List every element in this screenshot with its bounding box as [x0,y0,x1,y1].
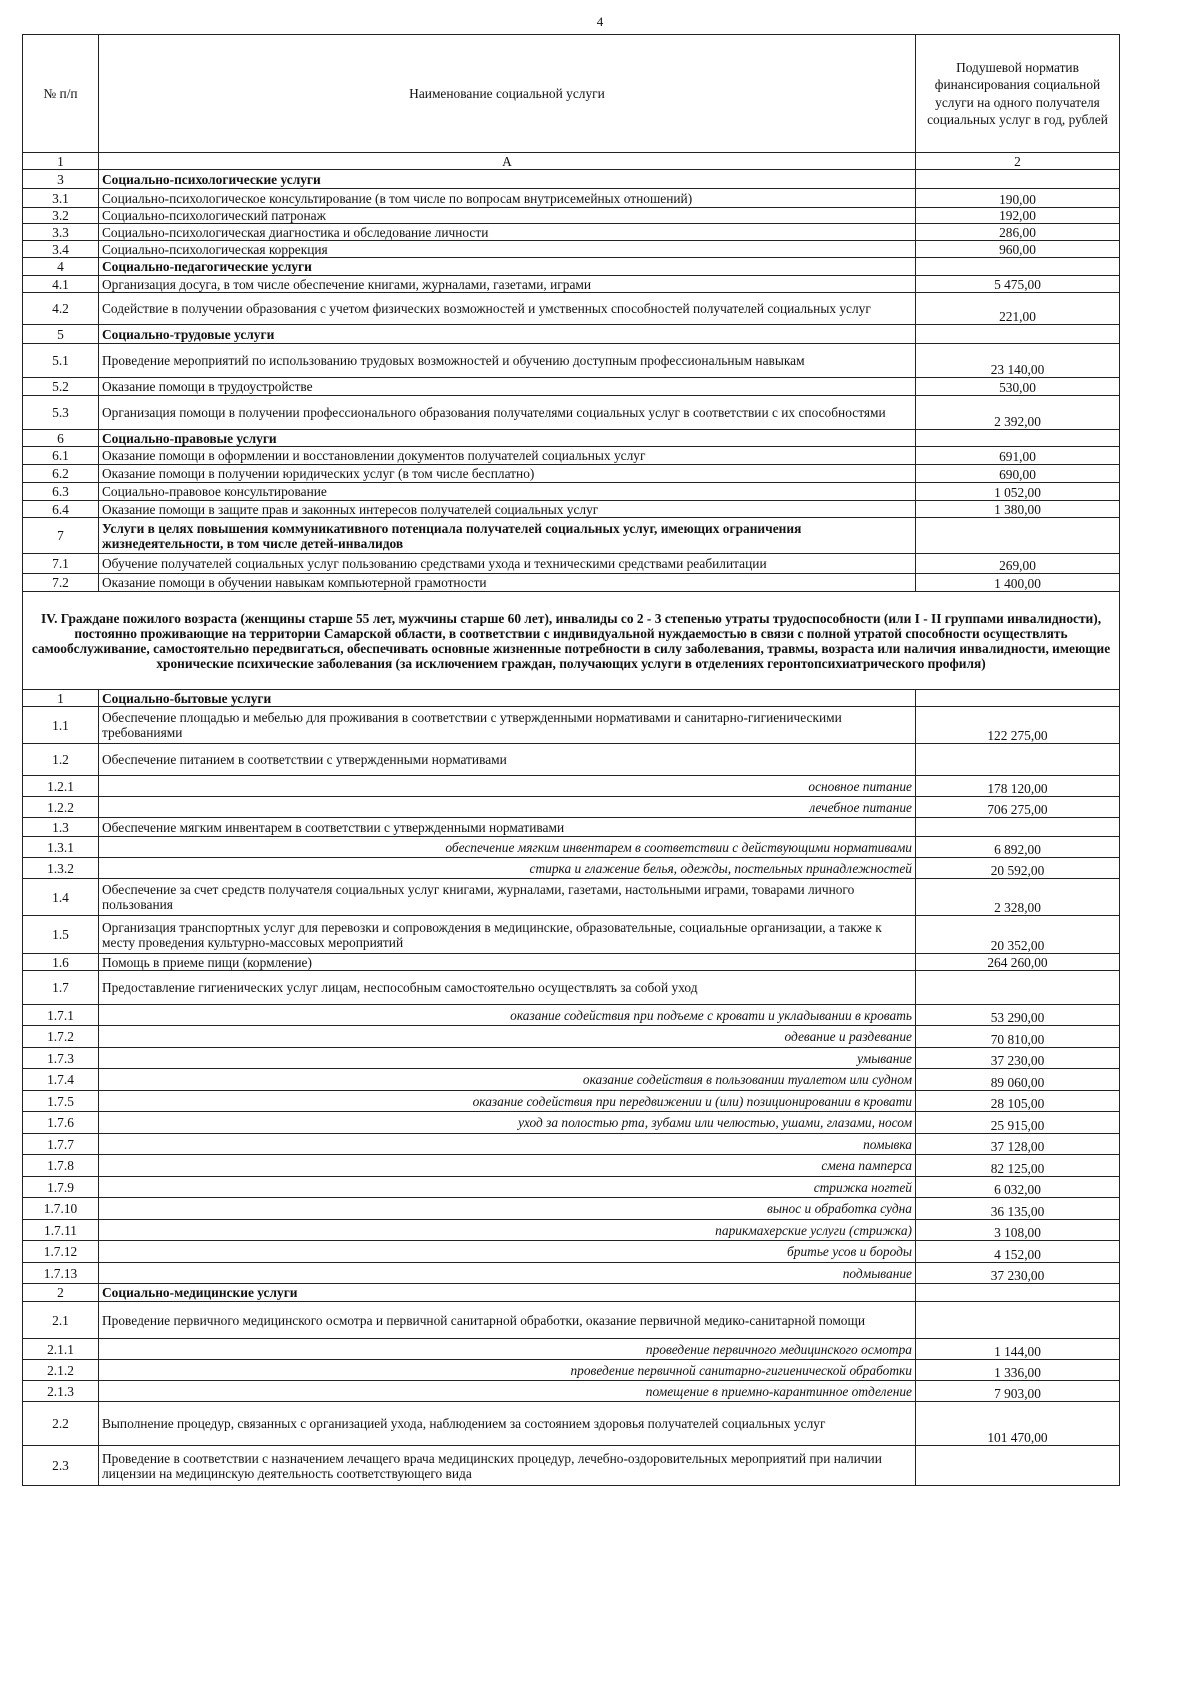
table-row [23,1220,1120,1241]
norm-value: 6 032,00 [916,1177,1120,1198]
row-number: 2.1.2 [23,1360,99,1381]
section-heading-row [23,592,1120,690]
table-row [23,293,1120,325]
norm-value [916,971,1120,1005]
table-row [23,258,1120,276]
row-number: 5.1 [23,344,99,378]
service-name: Выполнение процедур, связанных с организацией ухода, наблюдением за состоянием здоровья получателей социальных услуг [99,1402,916,1446]
row-number: 1.7.3 [23,1048,99,1069]
service-name: помывка [99,1134,916,1155]
norm-value: 178 120,00 [916,776,1120,797]
service-name: Помощь в приеме пищи (кормление) [99,954,916,971]
norm-value: 23 140,00 [916,344,1120,378]
norm-value [916,258,1120,276]
norm-value [916,170,1120,189]
norm-value: 89 060,00 [916,1069,1120,1091]
row-number: 1.3.1 [23,837,99,858]
service-name: Социально-правовое консультирование [99,483,916,501]
norm-value [916,744,1120,776]
norm-value: 264 260,00 [916,954,1120,971]
service-name: Социально-педагогические услуги [99,258,916,276]
row-number: 4 [23,258,99,276]
row-number: 4.2 [23,293,99,325]
table-row [23,1339,1120,1360]
service-name: вынос и обработка судна [99,1198,916,1220]
norm-value [916,1284,1120,1302]
service-name: Обеспечение площадью и мебелью для проживания в соответствии с утвержденными нормативами и санитарно-гигиеническими требованиями [99,707,916,744]
service-name: Оказание помощи в получении юридических услуг (в том числе бесплатно) [99,465,916,483]
table-row [23,224,1120,241]
row-number: 1 [23,690,99,707]
norm-value: 690,00 [916,465,1120,483]
table-row [23,1091,1120,1112]
norm-value: 1 144,00 [916,1339,1120,1360]
table-row [23,879,1120,916]
service-name: Социально-психологические услуги [99,170,916,189]
service-name: одевание и раздевание [99,1026,916,1048]
row-number: 1.3 [23,818,99,837]
row-number: 3.1 [23,189,99,208]
service-name: парикмахерские услуги (стрижка) [99,1220,916,1241]
service-name: Проведение мероприятий по использованию трудовых возможностей и обучению доступным профессиональным навыкам [99,344,916,378]
table-row [23,554,1120,574]
service-name: Социально-психологическая коррекция [99,241,916,258]
norm-value: 960,00 [916,241,1120,258]
norm-value: 1 336,00 [916,1360,1120,1381]
norm-value: 2 392,00 [916,396,1120,430]
header-number: № п/п [23,35,99,153]
norm-value: 4 152,00 [916,1241,1120,1263]
row-number: 4.1 [23,276,99,293]
row-number: 1.3.2 [23,858,99,879]
table-row [23,1402,1120,1446]
table-row [23,518,1120,554]
section-heading: IV. Граждане пожилого возраста (женщины старше 55 лет, мужчины старше 60 лет), инвалиды со 2 - 3 степенью утраты трудоспособности (или I - II группами инвалидности), постоянно проживающие на территории Самарской области, в соответствии с индивидуальной нуждаемостью в связи с полной утратой способности осуществлять самообслуживание, самостоятельно передвигаться, обеспечивать основные жизненные потребности в силу заболевания, травмы, возраста или наличия инвалидности, имеющие хронические психические заболевания (за исключением граждан, получающих услуги в отделениях геронтопсихиатрического профиля) [23,592,1120,690]
service-name: Социально-медицинские услуги [99,1284,916,1302]
service-name: Организация помощи в получении профессионального образования получателями социальных услуг в соответствии с их способностями [99,396,916,430]
service-name: Оказание помощи в трудоустройстве [99,378,916,396]
row-number: 2.3 [23,1446,99,1486]
header-norm: Подушевой норматив финансирования социальной услуги на одного получателя социальных услуг в год, рублей [916,35,1120,153]
norm-value: 70 810,00 [916,1026,1120,1048]
service-name: Содействие в получении образования с учетом физических возможностей и умственных способностей получателей социальных услуг [99,293,916,325]
service-name: проведение первичного медицинского осмотра [99,1339,916,1360]
row-number: 2.1.3 [23,1381,99,1402]
service-name: подмывание [99,1263,916,1284]
row-number: 7.1 [23,554,99,574]
row-number: 5 [23,325,99,344]
header-service-name: Наименование социальной услуги [99,35,916,153]
table-row [23,208,1120,224]
table-row [23,954,1120,971]
service-name: стирка и глажение белья, одежды, постельных принадлежностей [99,858,916,879]
row-number: 2.1.1 [23,1339,99,1360]
table-row [23,1026,1120,1048]
row-number: 6 [23,430,99,447]
row-number: 1.7.13 [23,1263,99,1284]
norm-value [916,325,1120,344]
row-number: 1.4 [23,879,99,916]
norm-value: 122 275,00 [916,707,1120,744]
norm-value: 82 125,00 [916,1155,1120,1177]
row-number: 1.7.8 [23,1155,99,1177]
norm-value: 3 108,00 [916,1220,1120,1241]
table-row [23,1381,1120,1402]
service-name: Оказание помощи в оформлении и восстановлении документов получателей социальных услуг [99,447,916,465]
row-number: 3.4 [23,241,99,258]
norm-value: 190,00 [916,189,1120,208]
table-row [23,690,1120,707]
norm-value: 1 052,00 [916,483,1120,501]
table-row [23,483,1120,501]
row-number: 3 [23,170,99,189]
row-number: 5.3 [23,396,99,430]
norm-value: 20 592,00 [916,858,1120,879]
service-name: уход за полостью рта, зубами или челюстью, ушами, глазами, носом [99,1112,916,1134]
row-number: 1.6 [23,954,99,971]
table-row [23,858,1120,879]
row-number: 6.4 [23,501,99,518]
table-row [23,574,1120,592]
table-row [23,971,1120,1005]
table-row [23,1155,1120,1177]
norm-value: 269,00 [916,554,1120,574]
service-name: Оказание помощи в защите прав и законных интересов получателей социальных услуг [99,501,916,518]
service-name: бритье усов и бороды [99,1241,916,1263]
norm-value: 221,00 [916,293,1120,325]
table-row [23,1360,1120,1381]
norm-value [916,518,1120,554]
table-row [23,189,1120,208]
service-name: обеспечение мягким инвентарем в соответствии с действующими нормативами [99,837,916,858]
table-row [23,276,1120,293]
service-name: Социально-правовые услуги [99,430,916,447]
row-number: 2.1 [23,1302,99,1339]
table-row [23,501,1120,518]
row-number: 1.7.9 [23,1177,99,1198]
service-name: Организация транспортных услуг для перевозки и сопровождения в медицинские, образовательные, социальные организации, а также к месту проведения культурно-массовых мероприятий [99,916,916,954]
norm-value: 6 892,00 [916,837,1120,858]
service-name: Услуги в целях повышения коммуникативного потенциала получателей социальных услуг, имеющих ограничения жизнедеятельности, в том числе детей-инвалидов [99,518,916,554]
row-number: 1.1 [23,707,99,744]
norm-value: 101 470,00 [916,1402,1120,1446]
service-name: Социально-бытовые услуги [99,690,916,707]
row-number: 7 [23,518,99,554]
service-name: Социально-трудовые услуги [99,325,916,344]
table-row [23,241,1120,258]
norm-value: 1 400,00 [916,574,1120,592]
norm-value [916,818,1120,837]
norm-value: 36 135,00 [916,1198,1120,1220]
index-row [23,153,1120,170]
table-row [23,447,1120,465]
row-number: 1.7.1 [23,1005,99,1026]
header-row [23,35,1120,153]
row-number: 3.2 [23,208,99,224]
row-number: 1.7.11 [23,1220,99,1241]
service-name: умывание [99,1048,916,1069]
service-name: оказание содействия при подъеме с кровати и укладывании в кровать [99,1005,916,1026]
row-number: 1.5 [23,916,99,954]
service-name: Социально-психологический патронаж [99,208,916,224]
row-number: 1.7.10 [23,1198,99,1220]
service-name: помещение в приемно-карантинное отделение [99,1381,916,1402]
table-row [23,1069,1120,1091]
table-row [23,1005,1120,1026]
service-name: Социально-психологическое консультирование (в том числе по вопросам внутрисемейных отношений) [99,189,916,208]
row-number: 1.7.4 [23,1069,99,1091]
norm-value: 192,00 [916,208,1120,224]
index-1: 1 [23,153,99,170]
norm-value: 20 352,00 [916,916,1120,954]
table-row [23,916,1120,954]
service-name: Обеспечение мягким инвентарем в соответствии с утвержденными нормативами [99,818,916,837]
page-number: 4 [596,14,604,29]
norm-value: 28 105,00 [916,1091,1120,1112]
row-number: 1.2.1 [23,776,99,797]
table-row [23,465,1120,483]
row-number: 3.3 [23,224,99,241]
table-row [23,325,1120,344]
table-row [23,818,1120,837]
table-row [23,170,1120,189]
row-number: 2.2 [23,1402,99,1446]
norm-value [916,430,1120,447]
index-2: 2 [916,153,1120,170]
service-name: смена памперса [99,1155,916,1177]
row-number: 1.7 [23,971,99,1005]
service-name: Обучение получателей социальных услуг пользованию средствами ухода и техническими средствами реабилитации [99,554,916,574]
row-number: 1.7.7 [23,1134,99,1155]
norm-value: 7 903,00 [916,1381,1120,1402]
norm-value: 5 475,00 [916,276,1120,293]
table-row [23,1198,1120,1220]
service-name: Социально-психологическая диагностика и обследование личности [99,224,916,241]
row-number: 1.2.2 [23,797,99,818]
norm-value [916,1446,1120,1486]
row-number: 6.1 [23,447,99,465]
row-number: 1.7.2 [23,1026,99,1048]
row-number: 1.7.5 [23,1091,99,1112]
table-row [23,1112,1120,1134]
norm-value: 2 328,00 [916,879,1120,916]
table-row [23,430,1120,447]
table-row [23,396,1120,430]
norm-value: 25 915,00 [916,1112,1120,1134]
norm-value: 530,00 [916,378,1120,396]
table-row [23,837,1120,858]
service-name: основное питание [99,776,916,797]
row-number: 1.7.12 [23,1241,99,1263]
table-row [23,707,1120,744]
service-name: Проведение первичного медицинского осмотра и первичной санитарной обработки, оказание первичной медико-санитарной помощи [99,1302,916,1339]
service-name: Предоставление гигиенических услуг лицам, неспособным самостоятельно осуществлять за собой уход [99,971,916,1005]
service-name: Организация досуга, в том числе обеспечение книгами, журналами, газетами, играми [99,276,916,293]
service-name: Обеспечение питанием в соответствии с утвержденными нормативами [99,744,916,776]
norm-value: 1 380,00 [916,501,1120,518]
table-row [23,797,1120,818]
norm-value: 706 275,00 [916,797,1120,818]
row-number: 6.2 [23,465,99,483]
table-row [23,1177,1120,1198]
row-number: 7.2 [23,574,99,592]
table-row [23,1263,1120,1284]
table-row [23,1302,1120,1339]
row-number: 2 [23,1284,99,1302]
table-row [23,1048,1120,1069]
norm-value: 37 230,00 [916,1263,1120,1284]
table-row [23,1241,1120,1263]
table-row [23,1446,1120,1486]
norm-value: 691,00 [916,447,1120,465]
norm-value: 37 128,00 [916,1134,1120,1155]
table-row [23,776,1120,797]
service-name: оказание содействия в пользовании туалетом или судном [99,1069,916,1091]
service-name: оказание содействия при передвижении и (или) позиционировании в кровати [99,1091,916,1112]
table-row [23,378,1120,396]
table-row [23,1284,1120,1302]
index-a: А [99,153,916,170]
table-row [23,344,1120,378]
norm-value: 37 230,00 [916,1048,1120,1069]
service-name: Обеспечение за счет средств получателя социальных услуг книгами, журналами, газетами, настольными играми, товарами личного пользования [99,879,916,916]
service-name: Оказание помощи в обучении навыкам компьютерной грамотности [99,574,916,592]
table-row [23,1134,1120,1155]
norm-value [916,1302,1120,1339]
row-number: 6.3 [23,483,99,501]
row-number: 5.2 [23,378,99,396]
service-name: стрижка ногтей [99,1177,916,1198]
table-row [23,744,1120,776]
service-name: проведение первичной санитарно-гигиенической обработки [99,1360,916,1381]
services-table [22,34,1120,1486]
norm-value: 53 290,00 [916,1005,1120,1026]
row-number: 1.2 [23,744,99,776]
service-name: лечебное питание [99,797,916,818]
norm-value: 286,00 [916,224,1120,241]
row-number: 1.7.6 [23,1112,99,1134]
service-name: Проведение в соответствии с назначением лечащего врача медицинских процедур, лечебно-оздоровительных мероприятий при наличии лицензии на медицинскую деятельность соответствующего вида [99,1446,916,1486]
norm-value [916,690,1120,707]
